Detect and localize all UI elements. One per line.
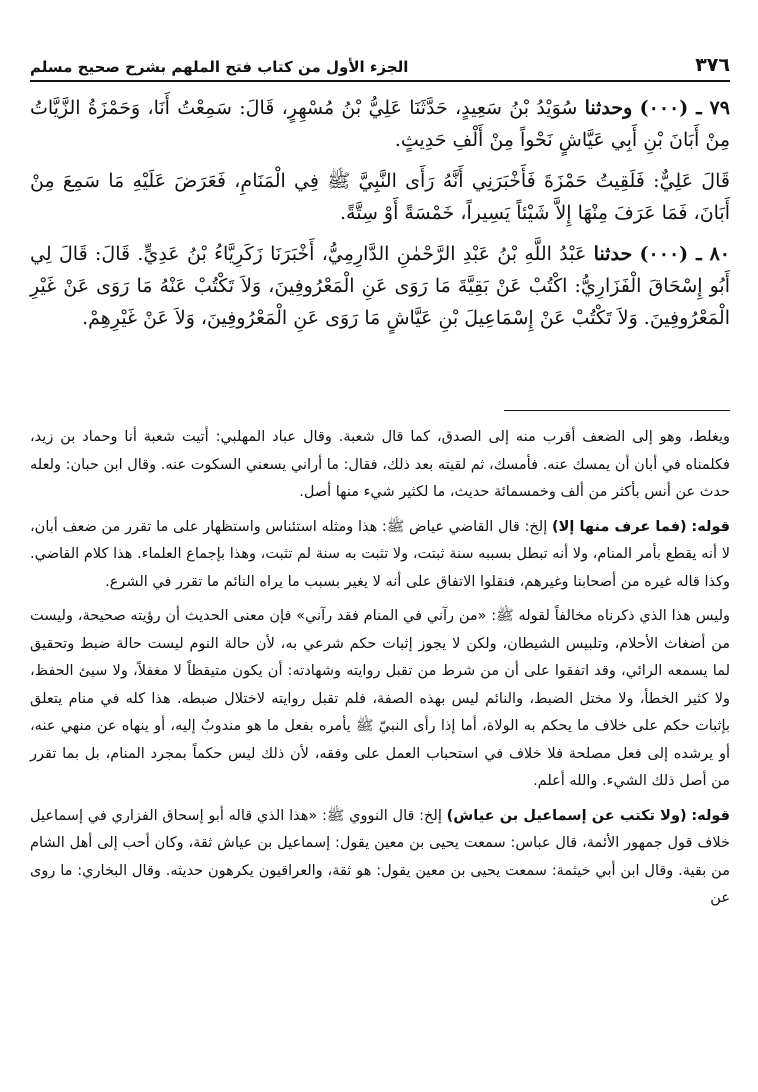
footnote-separator <box>504 410 730 411</box>
page-number: ٣٧٦ <box>695 54 730 76</box>
note-paragraph <box>30 803 730 913</box>
note-label: قوله: <box>691 518 731 535</box>
hadith-body: عَبْدُ اللَّهِ بْنُ عَبْدِ الرَّحْمٰنِ الدَّارِمِيُّ، أَخْبَرَنَا زَكَرِيَّاءُ بْنُ عَدِيٍّ. قَالَ: قَالَ لِي أَبُو إِسْحَاقَ الْفَزَارِيُّ: اكْتُبْ عَنْ بَقِيَّةَ مَا رَوَى عَنِ الْمَعْرُوفِينَ، وَلاَ تَكْتُبْ عَنْهُ مَا رَوَى عَنْ غَيْرِ الْمَعْرُوفِينَ. وَلاَ تَكْتُبْ عَنْ إِسْمَاعِيلَ بْنِ عَيَّاشٍ مَا رَوَى عَنِ الْمَعْرُوفِينَ، وَلاَ عَنْ غَيْرِهِمْ. <box>30 243 730 329</box>
hadith-opening: حدثنا <box>593 243 633 265</box>
hadith-text <box>30 92 730 343</box>
page-header <box>30 42 730 76</box>
note-label: قوله: <box>691 807 730 824</box>
running-title: الجزء الأول من كتاب فتح الملهم بشرح صحيح مسلم <box>30 58 409 76</box>
book-page <box>30 0 730 1092</box>
commentary-notes <box>30 424 730 920</box>
hadith-number: ٨٠ ـ (٠٠٠) <box>639 243 730 265</box>
note-text: إلخ: قال القاضي عياض ﷺ: هذا ومثله استئناس واستظهار على ما تقرر من ضعف أبان، لا أنه يقطع بأمر المنام، ولا أنه تبطل بسببه سنة ثبتت، ولا تثبت به سنة لم تثبت، وهذا بإجماع العلماء. هذا كلام القاضي. وكذا قاله غيره من أصحابنا وغيرهم، فنقلوا الاتفاق على أنه لا يغير بسبب ما يراه النائم ما تقرر في الشرع. <box>30 518 730 590</box>
note-paragraph <box>30 514 730 597</box>
hadith-80 <box>30 238 730 334</box>
note-quoted-phrase: (ولا تكتب عن إسماعيل بن عياش) <box>446 807 687 824</box>
hadith-79 <box>30 92 730 156</box>
hadith-number: ٧٩ ـ (٠٠٠) <box>639 97 730 119</box>
note-text: إلخ: قال النووي ﷺ: «هذا الذي قاله أبو إسحاق الفزاري في إسماعيل خلاف قول جمهور الأئمة، قال عباس: سمعت يحيى بن معين يقول: إسماعيل بن عياش ثقة، وكان أحب إلى أهل الشام من بقية. وقال ابن أبي خيثمة: سمعت يحيى بن معين يقول: هو ثقة، والعراقيون يكرهون حديثه. وقال البخاري: ما روى عن <box>30 807 730 906</box>
header-rule <box>30 80 730 82</box>
note-quoted-phrase: (فما عرف منها إلا) <box>551 518 687 535</box>
hadith-79-continuation <box>30 165 730 229</box>
note-text: وليس هذا الذي ذكرناه مخالفاً لقوله ﷺ: «من رآني في المنام فقد رآني» فإن معنى الحديث أن رؤيته صحيحة، وليست من أضغاث الأحلام، وتلبيس الشيطان، ولكن لا يجوز إثبات حكم شرعي به، لأن حالة النوم ليست حالة ضبط وتحقيق لما يسمعه الرائي، وقد اتفقوا على أن من شرط من تقبل روايته وشهادته: أن يكون متيقظاً لا مغفلاً، ولا سيئ الحفظ، ولا كثير الخطأ، ولا مختل الضبط، والنائم ليس بهذه الصفة، فلم تقبل روايته لاختلال ضبطه. هذا كله في منام يتعلق بإثبات حكم على خلاف ما يحكم به الولاة، أما إذا رأى النبيّ ﷺ يأمره بفعل ما هو مندوبٌ إليه، أو ينهاه عن منهي عنه، أو يرشده إلى فعل مصلحة فلا خلاف في استحباب العمل على وفقه، لأن ذلك ليس حكماً بمجرد المنام، بل بما تقرر من أصل ذلك الشيء. والله أعلم. <box>30 608 730 789</box>
hadith-opening: وحدثنا <box>584 97 633 119</box>
note-text: ويغلط، وهو إلى الضعف أقرب منه إلى الصدق، كما قال شعبة. وقال عباد المهلبي: أتيت شعبة أنا وحماد بن زيد، فكلمناه في أبان أن يمسك عنه. فأمسك، ثم لقيته بعد ذلك، فقال: ما أراني يسعني السكوت عنه. وقال ابن حبان: ولعله حدث عن أنس بأكثر من ألف وخمسمائة حديث، ما لكثير شيء منها أصل. <box>30 429 730 500</box>
hadith-body: سُوَيْدُ بْنُ سَعِيدٍ، حَدَّثَنَا عَلِيُّ بْنُ مُسْهِرٍ، قَالَ: سَمِعْتُ أَنَا، وَحَمْزَةُ الزَّيَّاتُ مِنْ أَبَانَ بْنِ أَبِي عَيَّاشٍ نَحْواً مِنْ أَلْفِ حَدِيثٍ. <box>30 97 730 151</box>
hadith-body: قَالَ عَلِيٌّ: فَلَقِيتُ حَمْزَةَ فَأَخْبَرَنِي أَنَّهُ رَأَى النَّبِيَّ ﷺ فِي الْمَنَامِ، فَعَرَضَ عَلَيْهِ مَا سَمِعَ مِنْ أَبَانَ، فَمَا عَرَفَ مِنْهَا إِلاَّ شَيْئاً يَسِيراً، خَمْسَةً أَوْ سِتَّةً. <box>30 170 730 224</box>
note-paragraph <box>30 424 730 507</box>
note-paragraph <box>30 603 730 796</box>
